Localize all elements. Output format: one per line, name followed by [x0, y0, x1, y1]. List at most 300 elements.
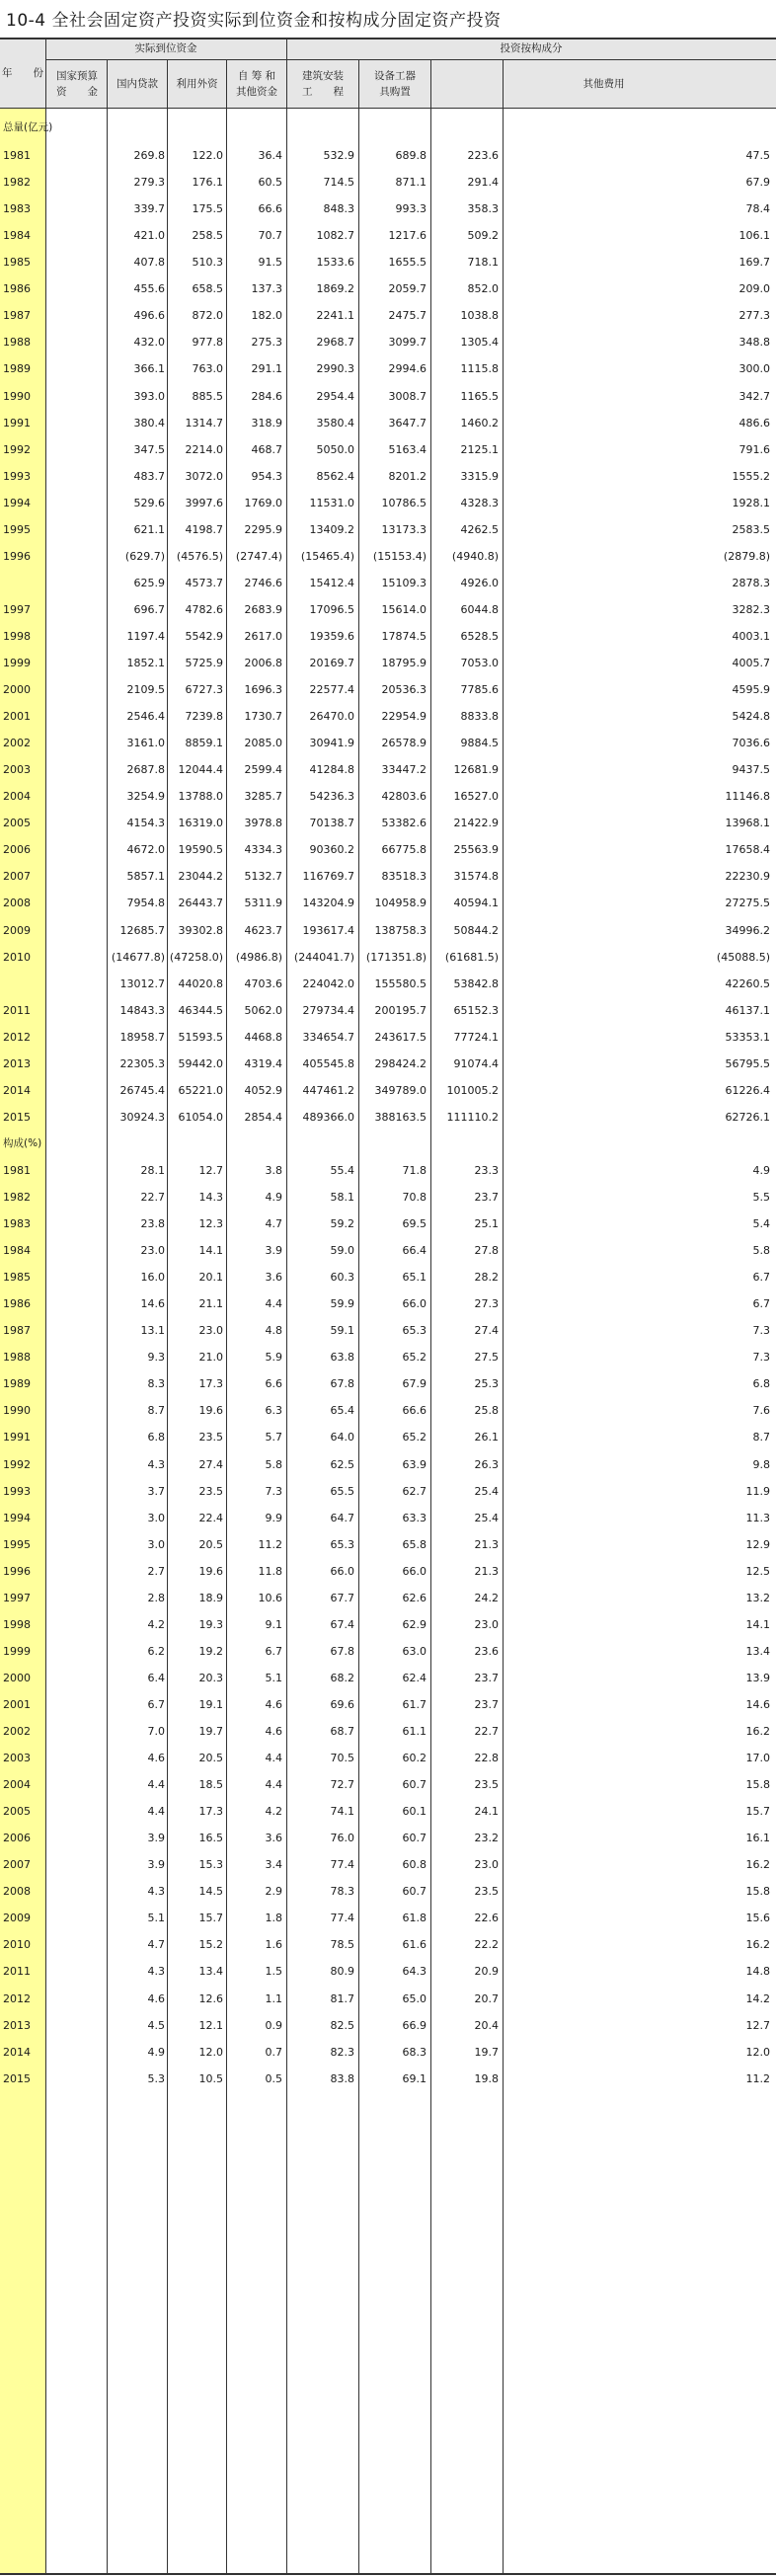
col-other-expenses-cell: 15.8 — [745, 1885, 770, 1899]
col-construction-installation-cell: 243617.5 — [374, 1030, 427, 1044]
col-equipment-purchase-cell: 19.7 — [474, 2045, 499, 2059]
col-self-raised-funds-cell: 90360.2 — [309, 843, 354, 857]
col-domestic-loans-cell: 176.1 — [192, 176, 223, 190]
col-equipment-purchase-cell: 25.4 — [474, 1511, 499, 1524]
year-cell: 1992 — [3, 442, 31, 456]
col-domestic-loans-cell: 5542.9 — [185, 629, 223, 643]
col-domestic-loans-cell: 16319.0 — [178, 817, 223, 830]
col-other-expenses-cell: 169.7 — [738, 256, 770, 270]
col-equipment-purchase-cell: 2125.1 — [460, 442, 499, 456]
col-construction-installation-cell: 42803.6 — [381, 790, 427, 804]
col-equipment-purchase-cell: 8833.8 — [460, 710, 499, 724]
col-self-raised-funds-cell: 1082.7 — [316, 229, 354, 243]
col-other-expenses-cell: 1555.2 — [732, 469, 770, 483]
year-cell: 1982 — [3, 176, 31, 190]
col-foreign-investment-cell: 954.3 — [251, 469, 282, 483]
col-other-expenses-cell: 5424.8 — [732, 710, 770, 724]
col-foreign-investment-cell: 182.0 — [251, 309, 282, 323]
col-domestic-loans-cell: 8859.1 — [185, 737, 223, 750]
col-domestic-loans-cell: 1314.7 — [185, 416, 223, 429]
col-construction-installation-cell: 8201.2 — [388, 469, 427, 483]
col-domestic-loans-cell: 2214.0 — [185, 442, 223, 456]
col-foreign-investment-cell: 4.2 — [265, 1805, 282, 1819]
col-domestic-loans-cell: 23.5 — [198, 1484, 223, 1498]
col-foreign-investment-cell: 4468.8 — [244, 1030, 282, 1044]
col-construction-installation-cell: 60.2 — [402, 1752, 427, 1765]
col-budget-funds-cell: 279.3 — [133, 176, 165, 190]
table-row — [0, 329, 776, 355]
col-domestic-loans-cell: 977.8 — [192, 336, 223, 350]
col-domestic-loans-cell: (47258.0) — [169, 950, 223, 964]
year-cell: 1998 — [3, 629, 31, 643]
col-budget-funds-cell: 432.0 — [133, 336, 165, 350]
year-cell: 1986 — [3, 1297, 31, 1311]
year-cell: 1981 — [3, 149, 31, 163]
col-budget-funds-cell: 4672.0 — [126, 843, 165, 857]
col-construction-installation-cell: 69.5 — [402, 1217, 427, 1231]
col-other-expenses-cell: 14.8 — [745, 1965, 770, 1979]
column-header-line: 建筑安装 — [302, 70, 344, 82]
col-other-expenses-cell: 34996.2 — [725, 923, 770, 937]
col-self-raised-funds-cell: (15465.4) — [300, 549, 354, 563]
col-domestic-loans-cell: 19.6 — [198, 1564, 223, 1578]
col-other-expenses-cell: 5.5 — [752, 1191, 770, 1204]
table-row — [0, 676, 776, 703]
col-foreign-investment-cell: 4319.4 — [244, 1056, 282, 1070]
col-domestic-loans-cell: 51593.5 — [178, 1030, 223, 1044]
col-other-expenses-cell: 7.3 — [752, 1324, 770, 1338]
col-domestic-loans-cell: 7239.8 — [185, 710, 223, 724]
col-domestic-loans-header — [108, 60, 167, 108]
col-budget-funds-cell: 496.6 — [133, 309, 165, 323]
col-construction-installation-cell: 71.8 — [402, 1163, 427, 1177]
col-foreign-investment-cell: 4.4 — [265, 1752, 282, 1765]
col-domestic-loans-cell: 19.3 — [198, 1617, 223, 1631]
table-row — [0, 249, 776, 275]
col-foreign-investment-cell: 1.5 — [265, 1965, 282, 1979]
col-foreign-investment-cell: 70.7 — [258, 229, 282, 243]
col-budget-funds-cell: 5857.1 — [126, 870, 165, 884]
col-construction-installation-cell: 349789.0 — [374, 1083, 427, 1097]
col-equipment-purchase-cell: 22.7 — [474, 1725, 499, 1738]
year-cell: 1983 — [3, 1217, 31, 1231]
col-other-expenses-cell: 13.2 — [745, 1591, 770, 1604]
column-header-line: 自 筹 和 — [237, 70, 276, 82]
col-construction-installation-cell: 15614.0 — [381, 602, 427, 616]
col-budget-funds-cell: 1852.1 — [126, 657, 165, 669]
year-cell: 2003 — [3, 763, 31, 777]
col-equipment-purchase-cell: (4940.8) — [451, 549, 499, 563]
col-self-raised-funds-cell: (244041.7) — [293, 950, 354, 964]
col-domestic-loans-cell: 3072.0 — [185, 469, 223, 483]
table-row — [0, 1024, 776, 1051]
col-foreign-investment-cell: 4.7 — [265, 1217, 282, 1231]
col-budget-funds-cell: 529.6 — [133, 496, 165, 509]
col-foreign-investment-cell: 2085.0 — [244, 737, 282, 750]
col-domestic-loans-cell: 17.3 — [198, 1377, 223, 1391]
col-construction-installation-cell: 62.7 — [402, 1484, 427, 1498]
col-construction-installation-cell: 69.1 — [402, 2071, 427, 2085]
col-equipment-purchase-cell: 65152.3 — [453, 1003, 499, 1017]
col-self-raised-funds-cell: 67.8 — [330, 1377, 354, 1391]
col-domestic-loans-cell: 258.5 — [192, 229, 223, 243]
col-domestic-loans-cell: 16.5 — [198, 1832, 223, 1845]
col-equipment-purchase-cell: (61681.5) — [444, 950, 499, 964]
col-domestic-loans-cell: 510.3 — [192, 256, 223, 270]
table-row — [0, 490, 776, 516]
col-other-expenses-cell: 12.5 — [745, 1564, 770, 1578]
col-equipment-purchase-cell: 718.1 — [467, 256, 499, 270]
col-equipment-purchase-cell: 1460.2 — [460, 416, 499, 429]
col-domestic-loans-cell: 19.2 — [198, 1644, 223, 1658]
col-budget-funds-cell: 13012.7 — [119, 976, 165, 990]
col-construction-installation-cell: 2475.7 — [388, 309, 427, 323]
col-other-expenses-cell: 4.9 — [752, 1163, 770, 1177]
col-other-expenses-cell: 14.6 — [745, 1697, 770, 1711]
year-cell: 1995 — [3, 522, 31, 536]
column-header-line: 设备工器 — [374, 70, 416, 82]
table-row — [0, 1478, 776, 1505]
col-construction-installation-cell: 62.4 — [402, 1671, 427, 1684]
col-domestic-loans-cell: 12.7 — [198, 1163, 223, 1177]
col-construction-installation-cell: 66.9 — [402, 2018, 427, 2032]
col-other-expenses-cell: 12.9 — [745, 1537, 770, 1551]
col-other-expenses-cell: 78.4 — [745, 202, 770, 216]
col-foreign-investment-cell: 3.6 — [265, 1271, 282, 1285]
col-foreign-investment-cell: 1.6 — [265, 1938, 282, 1952]
col-foreign-investment-cell: 0.5 — [265, 2071, 282, 2085]
year-cell: 2010 — [3, 1938, 31, 1952]
table-row — [0, 756, 776, 783]
col-other-expenses-cell: 15.7 — [745, 1805, 770, 1819]
col-self-raised-funds-cell: 77.4 — [330, 1858, 354, 1872]
col-construction-installation-cell: 61.8 — [402, 1912, 427, 1925]
col-budget-funds-cell: 6.7 — [147, 1697, 165, 1711]
col-equipment-purchase-cell: 101005.2 — [446, 1083, 499, 1097]
col-domestic-loans-cell: 23044.2 — [178, 870, 223, 884]
col-other-expenses-cell: 11.9 — [745, 1484, 770, 1498]
col-construction-installation-cell: 66.0 — [402, 1564, 427, 1578]
col-domestic-loans-cell: 14.3 — [198, 1191, 223, 1204]
col-equipment-purchase-cell: 22.8 — [474, 1752, 499, 1765]
col-budget-funds-cell: 4.9 — [147, 2045, 165, 2059]
year-cell: 2015 — [3, 1110, 31, 1124]
col-equipment-purchase-cell: 26.3 — [474, 1457, 499, 1471]
col-foreign-investment-cell: 11.8 — [258, 1564, 282, 1578]
col-domestic-loans-cell: 12044.4 — [178, 763, 223, 777]
col-domestic-loans-cell: 872.0 — [192, 309, 223, 323]
col-domestic-loans-cell: 17.3 — [198, 1805, 223, 1819]
col-domestic-loans-cell: 20.5 — [198, 1537, 223, 1551]
col-equipment-purchase-cell: 40594.1 — [453, 897, 499, 910]
col-foreign-investment-cell: (2747.4) — [235, 549, 282, 563]
col-domestic-loans-cell: 175.5 — [192, 202, 223, 216]
col-self-raised-funds-cell: 334654.7 — [302, 1030, 354, 1044]
col-domestic-loans-cell: 13.4 — [198, 1965, 223, 1979]
col-domestic-loans-cell: 46344.5 — [178, 1003, 223, 1017]
table-row — [0, 383, 776, 410]
col-other-expenses-cell: 9437.5 — [732, 763, 770, 777]
col-foreign-investment-cell: 91.5 — [258, 256, 282, 270]
table-row — [0, 1745, 776, 1771]
col-other-expenses-cell: 4005.7 — [732, 657, 770, 669]
table-row — [0, 1051, 776, 1077]
col-other-expenses-cell: 15.8 — [745, 1778, 770, 1792]
col-equipment-purchase-cell: 19.8 — [474, 2071, 499, 2085]
col-budget-funds-cell: 4.6 — [147, 1752, 165, 1765]
table-row — [0, 863, 776, 890]
col-construction-installation-cell: 10786.5 — [381, 496, 427, 509]
col-other-expenses-cell: 9.8 — [752, 1457, 770, 1471]
col-equipment-purchase-cell: 26.1 — [474, 1431, 499, 1444]
col-budget-funds-cell: 421.0 — [133, 229, 165, 243]
col-self-raised-funds-cell: 2968.7 — [316, 336, 354, 350]
col-self-raised-funds-cell: 193617.4 — [302, 923, 354, 937]
col-self-raised-funds-cell: 17096.5 — [309, 602, 354, 616]
col-foreign-investment-cell: 4334.3 — [244, 843, 282, 857]
col-self-raised-funds-cell: 60.3 — [330, 1271, 354, 1285]
col-foreign-investment-cell: 2295.9 — [244, 522, 282, 536]
col-construction-installation-cell: 65.2 — [402, 1431, 427, 1444]
table-title: 10-4 全社会固定资产投资实际到位资金和按构成分固定资产投资 — [6, 11, 502, 31]
col-domestic-loans-cell: 18.5 — [198, 1778, 223, 1792]
year-cell: 2012 — [3, 1030, 31, 1044]
col-other-expenses-cell: 486.6 — [738, 416, 770, 429]
col-other-expenses-cell: 5.4 — [752, 1217, 770, 1231]
col-equipment-purchase-cell: 4926.0 — [460, 576, 499, 589]
table-row — [0, 436, 776, 463]
col-other-expenses-cell: 16.1 — [745, 1832, 770, 1845]
col-budget-funds-cell: 28.1 — [140, 1163, 165, 1177]
col-self-raised-funds-cell: 65.3 — [330, 1537, 354, 1551]
col-foreign-investment-cell: 137.3 — [251, 282, 282, 296]
column-header-line: 国家预算 — [56, 70, 98, 82]
year-cell: 2006 — [3, 1832, 31, 1845]
col-other-expenses-cell: 61226.4 — [725, 1083, 770, 1097]
col-equipment-purchase-cell: 23.6 — [474, 1644, 499, 1658]
col-other-expenses-cell: 13.4 — [745, 1644, 770, 1658]
col-other-expenses-cell: 22230.9 — [725, 870, 770, 884]
table-row — [0, 1237, 776, 1264]
col-foreign-investment-cell: 9.9 — [265, 1511, 282, 1524]
col-construction-installation-cell: 1217.6 — [388, 229, 427, 243]
col-budget-funds-cell: 23.0 — [140, 1244, 165, 1258]
col-self-raised-funds-cell: 58.1 — [330, 1191, 354, 1204]
col-other-expenses-cell: 3282.3 — [732, 602, 770, 616]
col-domestic-loans-cell: 12.0 — [198, 2045, 223, 2059]
col-foreign-investment-cell: 6.7 — [265, 1644, 282, 1658]
col-budget-funds-cell: 625.9 — [133, 576, 165, 589]
col-equipment-purchase-cell: 27.4 — [474, 1324, 499, 1338]
col-domestic-loans-cell: 12.6 — [198, 1991, 223, 2005]
col-equipment-purchase-cell: 358.3 — [467, 202, 499, 216]
col-self-raised-funds-cell: 65.4 — [330, 1404, 354, 1418]
col-self-raised-funds-cell: 848.3 — [323, 202, 354, 216]
col-foreign-investment-cell: 4.4 — [265, 1778, 282, 1792]
col-other-expenses-cell: 6.7 — [752, 1271, 770, 1285]
col-budget-funds-cell: 366.1 — [133, 362, 165, 376]
year-cell: 1990 — [3, 389, 31, 403]
col-other-expenses-cell: 14.1 — [745, 1617, 770, 1631]
col-construction-installation-cell: 33447.2 — [381, 763, 427, 777]
col-budget-funds-cell: 2.7 — [147, 1564, 165, 1578]
col-domestic-loans-cell: 12.3 — [198, 1217, 223, 1231]
col-equipment-purchase-cell: 31574.8 — [453, 870, 499, 884]
col-self-raised-funds-cell: 76.0 — [330, 1832, 354, 1845]
col-domestic-loans-cell: 885.5 — [192, 389, 223, 403]
col-budget-funds-cell: 23.8 — [140, 1217, 165, 1231]
col-foreign-investment-cell: 5.8 — [265, 1457, 282, 1471]
col-equipment-purchase-cell: 21422.9 — [453, 817, 499, 830]
col-foreign-investment-cell: 2617.0 — [244, 629, 282, 643]
col-domestic-loans-cell: 6727.3 — [185, 683, 223, 697]
col-self-raised-funds-cell: 83.8 — [330, 2071, 354, 2085]
col-budget-funds-cell: 1197.4 — [126, 629, 165, 643]
col-self-raised-funds-cell: 13409.2 — [309, 522, 354, 536]
col-equipment-purchase-cell: 25.3 — [474, 1377, 499, 1391]
year-cell: 2008 — [3, 1885, 31, 1899]
col-self-raised-funds-cell: 8562.4 — [316, 469, 354, 483]
col-equipment-purchase-cell: 6044.8 — [460, 602, 499, 616]
table-row — [0, 1851, 776, 1878]
col-self-raised-funds-cell: 54236.3 — [309, 790, 354, 804]
col-self-raised-funds-cell: 532.9 — [323, 149, 354, 163]
col-construction-installation-cell: 104958.9 — [374, 897, 427, 910]
year-cell: 1987 — [3, 309, 31, 323]
col-construction-installation-cell: (15153.4) — [372, 549, 427, 563]
col-domestic-loans-cell: 27.4 — [198, 1457, 223, 1471]
col-construction-installation-cell: 298424.2 — [374, 1056, 427, 1070]
col-foreign-investment-cell: 3.9 — [265, 1244, 282, 1258]
col-budget-funds-cell: (629.7) — [124, 549, 165, 563]
col-foreign-investment-cell: 0.9 — [265, 2018, 282, 2032]
col-self-raised-funds-cell: 59.1 — [330, 1324, 354, 1338]
col-other-expenses-cell: 6.7 — [752, 1297, 770, 1311]
table-row — [0, 1531, 776, 1558]
table-row — [0, 971, 776, 997]
column-header-line: 其他资金 — [236, 86, 277, 98]
section-label: 构成(%) — [3, 1136, 42, 1149]
col-budget-funds-cell: 7954.8 — [126, 897, 165, 910]
year-cell: 2002 — [3, 1725, 31, 1738]
col-foreign-investment-cell: 2599.4 — [244, 763, 282, 777]
col-domestic-loans-cell: 3997.6 — [185, 496, 223, 509]
table-row — [0, 1958, 776, 1985]
table-row — [0, 1771, 776, 1798]
col-other-expenses-cell: 12.0 — [745, 2045, 770, 2059]
table-row — [0, 142, 776, 169]
column-header-line: 工 程 — [302, 86, 344, 98]
col-budget-funds-cell: 339.7 — [133, 202, 165, 216]
col-budget-funds-cell: 6.4 — [147, 1671, 165, 1684]
col-other-expenses-cell: 17658.4 — [725, 843, 770, 857]
year-cell: 2007 — [3, 1858, 31, 1872]
group-header-funds: 实际到位资金 — [134, 42, 197, 54]
col-equipment-purchase-cell: 20.9 — [474, 1965, 499, 1979]
col-construction-installation-cell: 60.8 — [402, 1858, 427, 1872]
col-domestic-loans-cell: 59442.0 — [178, 1056, 223, 1070]
col-self-raised-funds-cell: 81.7 — [330, 1991, 354, 2005]
col-equipment-purchase-cell: 77724.1 — [453, 1030, 499, 1044]
table-row — [0, 1825, 776, 1851]
table-row — [0, 730, 776, 756]
col-foreign-investment-cell: 2854.4 — [244, 1110, 282, 1124]
col-other-expenses-cell: 7036.6 — [732, 737, 770, 750]
col-budget-funds-cell: 3.0 — [147, 1537, 165, 1551]
col-self-raised-funds-cell: 67.7 — [330, 1591, 354, 1604]
col-equipment-purchase-cell: 12681.9 — [453, 763, 499, 777]
col-other-expenses-cell: 14.2 — [745, 1991, 770, 2005]
col-self-raised-funds-cell: 5050.0 — [316, 442, 354, 456]
col-domestic-loans-cell: 22.4 — [198, 1511, 223, 1524]
col-other-expenses-cell: (2879.8) — [723, 549, 770, 563]
col-self-raised-funds-cell: 67.4 — [330, 1617, 354, 1631]
col-domestic-loans-cell: 18.9 — [198, 1591, 223, 1604]
col-construction-installation-cell: 3008.7 — [388, 389, 427, 403]
col-equipment-purchase-cell: 91074.4 — [453, 1056, 499, 1070]
col-budget-funds-cell: 26745.4 — [119, 1083, 165, 1097]
table-row — [0, 1157, 776, 1184]
col-self-raised-funds-cell: 72.7 — [330, 1778, 354, 1792]
col-construction-installation-cell: 66.0 — [402, 1297, 427, 1311]
col-self-raised-funds-header — [227, 60, 286, 108]
col-budget-funds-cell: 4.3 — [147, 1965, 165, 1979]
year-cell: 2011 — [3, 1003, 31, 1017]
col-foreign-investment-cell: 0.7 — [265, 2045, 282, 2059]
year-cell: 1989 — [3, 1377, 31, 1391]
year-cell: 2009 — [3, 1912, 31, 1925]
col-self-raised-funds-cell: 116769.7 — [302, 870, 354, 884]
year-cell: 1984 — [3, 1244, 31, 1258]
col-domestic-loans-cell: 14.1 — [198, 1244, 223, 1258]
col-other-expenses-cell: 1928.1 — [732, 496, 770, 509]
col-other-expenses-cell: 67.9 — [745, 176, 770, 190]
col-budget-funds-cell: 22.7 — [140, 1191, 165, 1204]
col-domestic-loans-cell: 19.7 — [198, 1725, 223, 1738]
table-row — [0, 1718, 776, 1745]
col-equipment-purchase-cell: 50844.2 — [453, 923, 499, 937]
col-self-raised-funds-cell: 70138.7 — [309, 817, 354, 830]
header-bottom-rule — [0, 108, 776, 109]
table-row — [0, 302, 776, 329]
col-equipment-purchase-cell: 111110.2 — [446, 1110, 499, 1124]
year-cell: 1982 — [3, 1191, 31, 1204]
col-foreign-investment-cell: (4986.8) — [235, 950, 282, 964]
col-other-expenses-cell: 42260.5 — [725, 976, 770, 990]
col-construction-installation-cell: 62.6 — [402, 1591, 427, 1604]
col-construction-installation-cell: 3647.7 — [388, 416, 427, 429]
col-equipment-purchase-cell: 852.0 — [467, 282, 499, 296]
col-equipment-purchase-cell: 23.2 — [474, 1832, 499, 1845]
col-construction-installation-cell: 17874.5 — [381, 629, 427, 643]
col-construction-installation-cell: 200195.7 — [374, 1003, 427, 1017]
col-budget-funds-cell: 30924.3 — [119, 1110, 165, 1124]
col-construction-installation-cell: (171351.8) — [365, 950, 427, 964]
col-construction-installation-cell: 18795.9 — [381, 657, 427, 669]
year-cell: 1996 — [3, 549, 31, 563]
col-self-raised-funds-cell: 20169.7 — [309, 657, 354, 669]
col-other-expenses-cell: 47.5 — [745, 149, 770, 163]
col-self-raised-funds-cell: 70.5 — [330, 1752, 354, 1765]
year-cell: 2006 — [3, 843, 31, 857]
col-other-expenses-cell: 15.6 — [745, 1912, 770, 1925]
col-foreign-investment-cell: 1.8 — [265, 1912, 282, 1925]
col-foreign-investment-cell: 291.1 — [251, 362, 282, 376]
table-row — [0, 1264, 776, 1290]
table-row — [0, 1905, 776, 1931]
col-self-raised-funds-cell: 59.2 — [330, 1217, 354, 1231]
year-cell: 1987 — [3, 1324, 31, 1338]
